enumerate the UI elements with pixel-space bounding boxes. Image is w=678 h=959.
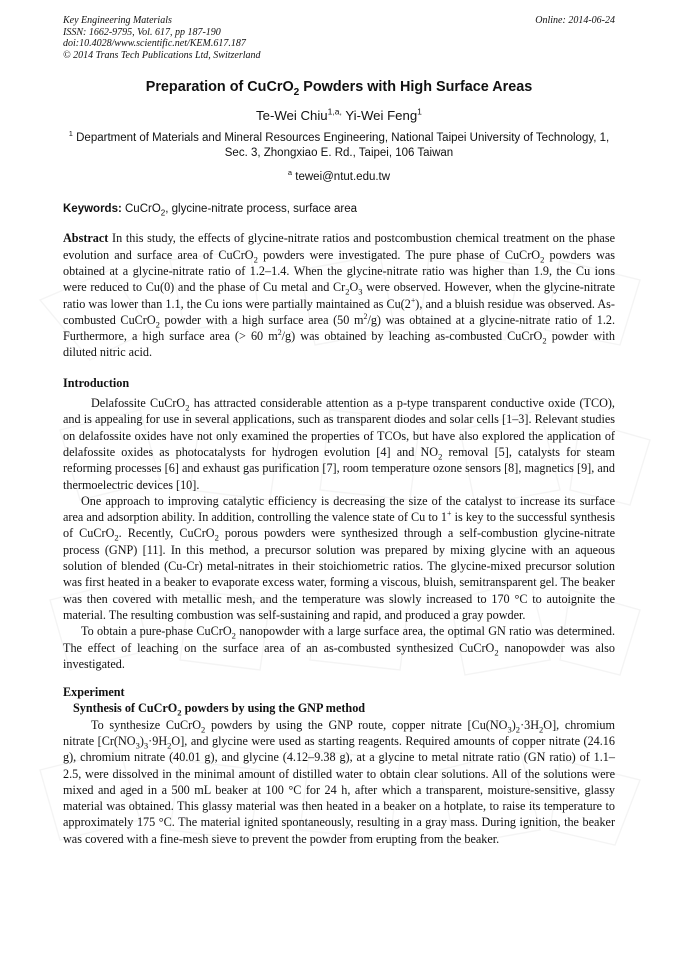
affiliation (63, 131, 615, 161)
author-1: Te-Wei Chiu (256, 108, 328, 124)
paragraph-sub: 3 (143, 740, 149, 751)
email-address[interactable]: tewei@ntut.edu.tw (292, 171, 391, 184)
abstract-text: O (349, 280, 359, 295)
paragraph-sub: 2 (114, 532, 119, 543)
affiliation-mark: 1 (68, 129, 73, 139)
abstract-text: /g) was obtained at a glycine-nitrate ratio of 1.2. Furthermore, a high surface area (> 60 m (63, 312, 616, 344)
paragraph-sup: + (447, 509, 452, 519)
journal-name: Key Engineering Materials (63, 15, 172, 26)
abstract-label: Abstract (63, 231, 109, 246)
journal-issn: ISSN: 1662-9795, Vol. 617, pp 187-190 (63, 26, 221, 38)
paragraph-text: powders by using the GNP route, copper nitrate [Cu(NO (205, 717, 508, 732)
subheading-text-end: powders by using the GNP method (181, 701, 366, 716)
paragraph-sub: 3 (135, 740, 140, 751)
paragraph-sub: 2 (438, 451, 443, 462)
abstract-sub: 2 (155, 319, 160, 330)
paragraph-sub: 2 (539, 724, 544, 735)
author-2: Yi-Wei Feng (341, 108, 418, 124)
abstract-sup: 2 (277, 328, 282, 338)
keywords-text-end: , glycine-nitrate process, surface area (165, 203, 358, 216)
paragraph-text: O], chromium nitrate [Cr(NO (63, 717, 615, 748)
abstract-text: /g) was obtained by leaching as-combusted CuCrO (281, 329, 543, 344)
paragraph-text: ) (511, 717, 516, 732)
keywords-subscript: 2 (160, 208, 166, 218)
paragraph-text: Delafossite CuCrO (91, 396, 186, 411)
paragraph-text: nanopowder with a large surface area, the optimal GN ratio was determined. The effect of leaching on the surface area of an as-combusted synthesized CuCrO (63, 624, 616, 655)
email-mark: a (287, 168, 293, 178)
subheading-text: Synthesis of CuCrO (73, 701, 178, 716)
abstract-sub: 2 (253, 254, 258, 265)
paragraph-sub: 2 (231, 630, 236, 641)
paragraph-text: To synthesize CuCrO (91, 717, 202, 732)
paragraph-text: nanopowder was also investigated. (63, 640, 615, 671)
abstract-sub: 3 (358, 286, 363, 297)
paper-title (63, 79, 615, 99)
paragraph-text: . Recently, CuCrO (118, 526, 215, 541)
journal-header (63, 15, 615, 61)
intro-paragraph-1 (63, 395, 615, 493)
keywords (63, 203, 615, 218)
abstract-text: powder with diluted nitric acid. (63, 329, 615, 360)
journal-copyright: © 2014 Trans Tech Publications Ltd, Switzerland (63, 49, 261, 61)
abstract-sub: 2 (345, 286, 350, 297)
abstract (63, 230, 615, 360)
intro-paragraph-2 (63, 493, 615, 623)
journal-doi: doi:10.4028/www.scientific.net/KEM.617.187 (63, 38, 246, 50)
paragraph-sub: 2 (185, 402, 190, 413)
paragraph-sub: 2 (214, 532, 219, 543)
abstract-text: powders was obtained at a glycine-nitrate ratio of 1.2–1.4. When the glycine-nitrate ratio was higher than 1.9, the Cu ions were reduced to Cu(0) and the phase of Cu metal and Cr (63, 247, 616, 295)
section-heading-experiment: Experiment (63, 685, 125, 700)
paragraph-sub: 2 (201, 724, 206, 735)
paragraph-sub: 3 (507, 724, 512, 735)
paragraph-text: removal [5], catalysts for steam reforming processes [6] and exhaust gas purification [7], room temperature ozone sensors [8], magnetics [9], and thermoelectric devices [10]. (63, 444, 615, 492)
email-line (63, 168, 615, 184)
intro-paragraph-3 (63, 623, 615, 672)
paragraph-sub: 2 (515, 724, 521, 735)
abstract-text: powders were investigated. The pure phase of CuCrO (257, 247, 541, 262)
paragraph-text: One approach to improving catalytic efficiency is decreasing the size of the catalyst to increase its surface area and adsorption ability. In addition, controlling the valence state of Cu to 1 (63, 493, 615, 525)
paragraph-text: is key to the successful synthesis of CuCrO (63, 510, 615, 541)
author-2-mark: 1 (417, 106, 422, 117)
paragraph-text: ) (139, 733, 144, 748)
subheading-sub: 2 (177, 707, 182, 718)
abstract-sub: 2 (540, 254, 545, 265)
abstract-text: ), and a bluish residue was observed. As-combusted CuCrO (63, 296, 615, 327)
paragraph-text: ·9H (148, 733, 168, 748)
abstract-sub: 2 (542, 335, 547, 346)
subsection-heading-synthesis (63, 700, 615, 716)
paragraph-sub: 2 (167, 740, 172, 751)
paragraph-text: has attracted considerable attention as a p-type transparent conductive oxide (TCO), and is appealing for use in several applications, such as transparent diodes and solar cells [1–3]. Relevant studies on delafossite oxides have not only examined the properties of TCOs, but have also explored the application of delafossite oxides as photocatalysts for hydrogen evolution [4] and NO (63, 396, 615, 459)
section-heading-introduction: Introduction (63, 375, 130, 390)
abstract-text: In this study, the effects of glycine-nitrate ratios and postcombustion chemical treatment on the phase evolution and surface area of CuCrO (63, 231, 615, 262)
paragraph-sub: 2 (494, 646, 499, 657)
abstract-text: were observed. However, when the glycine-nitrate ratio was lower than 1.1, the Cu ions were partially maintained as Cu(2 (63, 280, 615, 311)
title-text-end: Powders with High Surface Areas (299, 79, 533, 96)
abstract-sup: + (410, 295, 416, 305)
paragraph-text: To obtain a pure-phase CuCrO (81, 624, 232, 639)
paragraph-text: porous powders were synthesized through a self-combustion glycine-nitrate process (GNP) [11]. In this method, a precursor solution was prepared by mixing glycine with an aqueous solution of blended (Cu-Cr) metal-nitrates in their stoichiometric ratios. The glycine-mixed precursor solution was first heated in a beaker to evaporate excess water, forming a viscous, bluish, semitransparent gel. The beaker was then covered with metallic mesh, and the temperature was slowly increased to 170 °C to autoignite the material. The resulting combustion was self-sustaining and rapid, and produced a gray powder. (63, 526, 615, 622)
title-text: Preparation of CuCrO (145, 79, 294, 96)
paragraph-text: O], and glycine were used as starting reagents. Required amounts of copper nitrate (24.16 g), chromium nitrate (40.01 g), and glycine (4.12–9.38 g), at a glycine to metal nitrate ratio (GN ratio) of 1.1–2.5, were dissolved in the minimal amount of distilled water to obtain clear solutions. All of the solutions were mixed and aged in a 500 mL beaker at 100 °C for 24 h, after which a transparent, moisture-sensitive, glassy material was obtained. This glassy material was then heated in a beaker on a hotplate, to raise its temperature to approximately 175 °C. The material ignited spontaneously, resulting in a gray mass. During ignition, the beaker was covered with a fine-mesh sieve to prevent the powder from erupting from the beaker. (63, 733, 615, 846)
affiliation-text: Department of Materials and Mineral Resources Engineering, National Taipei University of Technology, 1, Sec. 3, Zhongxiao E. Rd., Taipei, 106 Taiwan (72, 132, 610, 160)
experiment-paragraph-1 (63, 717, 615, 847)
keywords-text: CuCrO (121, 203, 161, 216)
author-1-mark: 1,a, (327, 106, 342, 117)
journal-info (63, 15, 261, 61)
author-list (63, 108, 615, 123)
paragraph-text: ·3H (520, 717, 540, 732)
abstract-sup: 2 (363, 311, 368, 321)
title-subscript: 2 (293, 87, 300, 99)
abstract-text: powder with a high surface area (50 m (159, 312, 364, 327)
keywords-label: Keywords: (63, 203, 122, 216)
online-date: Online: 2014-06-24 (535, 15, 615, 26)
